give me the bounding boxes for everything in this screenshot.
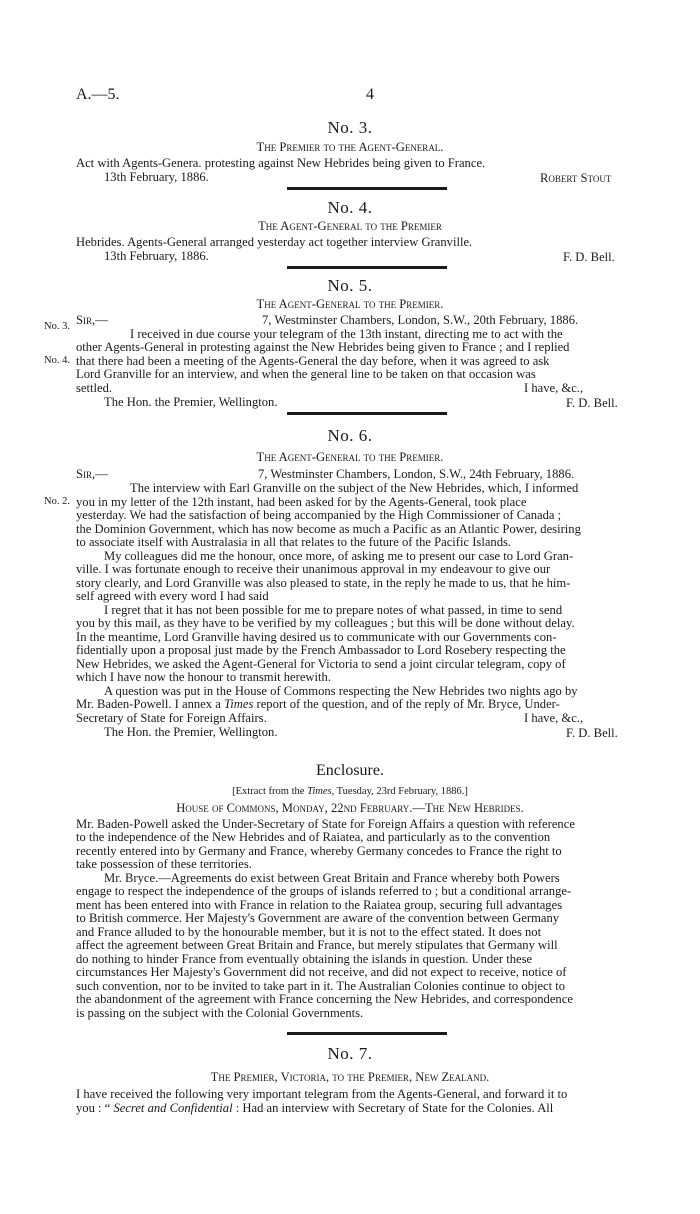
enclosure-heading: House of Commons, Monday, 22nd February.—The New Hebrides. [176,801,524,815]
addressee-no6: The Hon. the Premier, Wellington. [104,725,278,739]
enclosure-line: take possession of these territories. [76,857,252,871]
telegram-text-no3: Act with Agents-Genera. protesting against New Hebrides being given to France. [76,156,486,170]
salutation-no6: Sir,— [76,467,108,481]
margin-note: No. 2. [44,496,70,507]
address-no5: 7, Westminster Chambers, London, S.W., 20th February, 1886. [262,313,579,327]
enclosure-line: to British commerce. Her Majesty's Government are aware of the convention between Germany [76,911,560,925]
letter-line-part: Mr. Baden-Powell. I annex a [76,697,224,711]
enclosure-line: the abandonment of the agreement with France concerning the New Hebrides, and correspondence [76,992,573,1006]
letter-line: I regret that it has not been possible for me to prepare notes of what passed, in time to send [104,603,563,617]
section-subhead-no6: The Agent-General to the Premier. [256,450,444,464]
signature-no5: F. D. Bell. [566,396,618,410]
enclosure-title: Enclosure. [316,762,384,779]
source-part: [Extract from the [232,786,308,797]
section-title-no5: No. 5. [327,276,373,295]
signature-no6: F. D. Bell. [566,726,618,740]
enclosure-line: recently entered into by Germany and France, whereby Germany concedes to France the right to [76,844,562,858]
closing-no5: I have, &c., [524,381,584,395]
letter-line: you by this mail, as they have to be verified by my colleagues ; but this will be done without delay. [76,616,575,630]
section-title-no6: No. 6. [327,426,373,445]
enclosure-source [0,786,700,797]
letter-line: The interview with Earl Granville on the subject of the New Hebrides, which, I informed [130,481,579,495]
enclosure-line: and France alluded to by the honourable member, but it is not to the effect stated. It does not [76,925,542,939]
page-number: 4 [366,86,374,103]
letter-line [76,1102,553,1115]
section-divider [287,187,447,190]
letter-line: New Hebrides, we asked the Agent-General for Victoria to send a joint circular telegram, copy of [76,657,566,671]
enclosure-line: to the independence of the New Hebrides and of Raiatea, and particularly as to the convention [76,830,551,844]
letter-line: settled. [76,381,113,395]
section-subhead-no4: The Agent-General to the Premier [258,219,442,233]
date-no4: 13th February, 1886. [104,249,209,263]
margin-note: No. 4. [44,355,70,366]
letter-line: I have received the following very important telegram from the Agents-General, and forward it to [76,1087,568,1101]
letter-line: Lord Granville for an interview, and when the general line to be taken on that occasion was [76,367,536,381]
letter-line: A question was put in the House of Commons respecting the New Hebrides two nights ago by [104,684,578,698]
letter-line: that there had been a meeting of the Agents-General the day before, when it was agreed to ask [76,354,550,368]
section-divider [287,412,447,415]
section-divider [287,1032,447,1035]
enclosure-line: such convention, nor to be invited to take part in it. The Australian Colonies continue to object to [76,979,566,993]
enclosure-line: do nothing to hinder France from eventually obtaining the islands in question. Under these [76,952,533,966]
letter-line: you in my letter of the 12th instant, had been asked for by the Agents-General, took place [76,495,527,509]
newspaper-title: Times [307,786,332,797]
letter-line: self agreed with every word I had said [76,589,269,603]
section-subhead-no7: The Premier, Victoria, to the Premier, New Zealand. [210,1070,490,1084]
letter-line: story clearly, and Lord Granville was also pleased to state, in the reply he made to us, that he him- [76,576,571,590]
section-divider [287,266,447,269]
section-title-no7: No. 7. [327,1044,373,1063]
signature-no4: F. D. Bell. [563,250,615,264]
source-part: , Tuesday, 23rd February, 1886.] [331,786,468,797]
section-subhead-no3: The Premier to the Agent-General. [256,140,444,154]
newspaper-title: Times [223,697,254,711]
enclosure-line: engage to respect the independence of the groups of islands referred to ; but a conditional arrange- [76,884,572,898]
date-no3: 13th February, 1886. [104,170,209,184]
enclosure-line: affect the agreement between Great Britain and France, but merely stipulates that Germany will [76,938,558,952]
enclosure-line: circumstances Her Majesty's Government did not receive, and did not expect to receive, notice of [76,965,567,979]
letter-line-part: report of the question, and of the reply of Mr. Bryce, Under- [253,697,560,711]
enclosure-line: Mr. Bryce.—Agreements do exist between Great Britain and France whereby both Powers [104,871,560,885]
letter-line: other Agents-General in protesting against the New Hebrides being given to France ; and I replied [76,340,570,354]
letter-line [76,698,560,711]
letter-line-part: : Had an interview with Secretary of State for the Colonies. All [232,1101,554,1115]
series-label: A.—5. [76,86,120,103]
letter-line: fidentially upon a proposal just made by the French Ambassador to Lord Rosebery respecting the [76,643,566,657]
closing-no6: I have, &c., [524,711,584,725]
address-no6: 7, Westminster Chambers, London, S.W., 24th February, 1886. [258,467,575,481]
telegram-text-no4: Hebrides. Agents-General arranged yesterday act together interview Granville. [76,235,473,249]
signature-no3: Robert Stout [540,171,612,185]
letter-line: to associate itself with Australasia in all that relates to the future of the Pacific Islands. [76,535,512,549]
section-title-no3: No. 3. [327,118,373,137]
letter-line: My colleagues did me the honour, once more, of asking me to present our case to Lord Gran- [104,549,574,563]
letter-line: I received in due course your telegram of the 13th instant, directing me to act with the [130,327,563,341]
confidential-label: Secret and Confidential [113,1101,233,1115]
addressee-no5: The Hon. the Premier, Wellington. [104,395,278,409]
letter-line: Secretary of State for Foreign Affairs. [76,711,267,725]
letter-line: ville. I was fortunate enough to receive their unanimous approval in my endeavour to give our [76,562,551,576]
enclosure-line: Mr. Baden-Powell asked the Under-Secretary of State for Foreign Affairs a question with reference [76,817,575,831]
letter-line: which I have now the honour to transmit herewith. [76,670,331,684]
enclosure-line: ment has been entered into with France in relation to the Raiatea group, securing full advantages [76,898,563,912]
letter-line-part: you : “ [76,1101,114,1115]
letter-line: In the meantime, Lord Granville having desired us to communicate with our Governments con- [76,630,557,644]
enclosure-line: is passing on the subject with the Colonial Governments. [76,1006,364,1020]
salutation-no5: Sir,— [76,313,108,327]
letter-line: yesterday. We had the satisfaction of being accompanied by the High Commissioner of Canada ; [76,508,562,522]
section-title-no4: No. 4. [327,198,373,217]
section-subhead-no5: The Agent-General to the Premier. [256,297,444,311]
letter-line: the Dominion Government, which has now become as much a Pacific as an Atlantic Power, desiring [76,522,581,536]
margin-note: No. 3. [44,321,70,332]
